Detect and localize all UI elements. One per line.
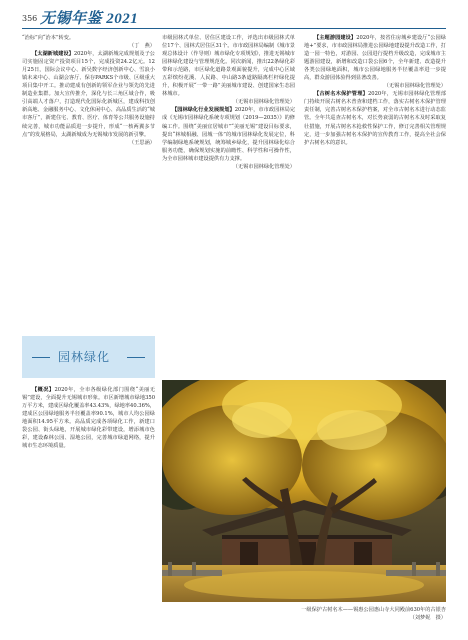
title-rule-left: [32, 357, 50, 358]
article-heading: 【概况】: [32, 387, 55, 393]
author-signature: （丁 燕）: [129, 43, 155, 50]
author-signature: （王思涵）: [129, 139, 155, 146]
article-greening-plan: [162, 106, 295, 162]
photo-credit: （刘梦妮 摄）: [409, 615, 446, 621]
article-body: 2020年，全市各级绿化部门围绕“美丽无锡”建设，全面提升无锡城市形象。市区新增城市绿地350万平方米，建成区绿化覆盖率43.43%，绿地率40.36%，建成区公园绿地服务半径覆盖率90.1%，城市人均公园绿地面积14.95平方米。高品质完成各项绿化工作，新建口袋公园、街头绿地，开展城市绿化彩带建设，增添城市色彩，建设森林公园、湿地公园，完善城市绿道网络，提升城市生态环境质量。: [22, 387, 155, 450]
ginkgo-photo: [162, 380, 446, 602]
text-column-4: [22, 386, 155, 634]
article-taihu-new-city: [22, 50, 155, 139]
author-signature: （无锡市园林绿化管理处）: [232, 163, 295, 170]
text-column-2: [162, 34, 295, 374]
author-signature: （无锡市园林绿化管理处）: [232, 99, 295, 106]
title-rule-right: [127, 357, 145, 358]
text-column-1: [22, 34, 155, 332]
article-theme-park: [304, 34, 446, 82]
author-signature: （无锡市园林绿化管理处）: [383, 83, 446, 90]
article-heading: 【古树名木保护管理】: [314, 91, 368, 98]
article-overview: [22, 386, 155, 450]
photo-caption: [180, 606, 446, 622]
article-ancient-trees: [304, 90, 446, 146]
header-rule: [22, 28, 446, 29]
masthead: 无锡年鉴 2021: [40, 11, 139, 27]
article-body: 2020年，按省住房城乡建设厅“公园绿地+”要求，市市政园林局推进公园绿地建设提升改造工作，打造一园一特色，对游园、公园进行提档升级改造，完成城市主题游园建设，新增和改造口袋公园6个，全年新建、改造提升各类公园绿地面积，城市公园绿地服务半径覆盖率进一步提高，群众游园体验得到显著改善。: [304, 35, 446, 82]
paragraph-continuation: 市级园林式单位、居住区建设工作，评选出市级园林式单位17个、园林式居住区31个。市市政园林局编制《城市景观总体设计（作导则）城市绿化专项规划》，推进无锡城市园林绿化建设与管理规范化。同次新闻，推出22条绿化彩带和示范路，市区绿化道路景观面貌提升，完成中心区域五彩缤纷花溪、人民路、中山路3条道路隔离栏杆绿化提升，积极开展“一带一路”美丽城市建设、创建国家生态园林城市。: [162, 35, 295, 98]
article-heading: 【主题游园建设】: [314, 35, 357, 41]
article-heading: 【太湖新城建设】: [32, 51, 74, 58]
article-heading: 【园林绿化行业发展规划】: [172, 107, 235, 114]
article-body: 2020年，无锡市园林绿化管理部门持续开展古树名木普查和建档工作，落实古树名木保护管理责任制，完善古树名木保护档案，对全市古树名木进行动态监管。全年共巡查古树名木，对长势衰弱的古树名木及时采取复壮措施，开展古树名木抢救性保护工作，修订完善相关管理规定，进一步加强古树名木保护的宣传教育工作，提高全社会保护古树名木的意识。: [304, 91, 446, 146]
article-body: 2020年，太湖新城完成规划及子公司实施固定资产投资项目15个，完成投资24.2亿元。12月25日，国际会议中心、新吴数字经济创新中心、雪浪小镇未来中心、山湖会客厅、保存PARKS个市级、区级重大项目集中开工。推动建成有创新的领军企业与领先的先进制造业集群。加大宣传推介，深化与长三角区域合作，吸引高端人才落户，打造现代化国际化新城区，建成科技创新高地、金融服务中心、文化休闲中心、高品质生活的“城市客厅”，新建住宅、教育、医疗、体育等公共服务设施持续完善，城市功能品质进一步提升，形成“一核两翼多节点”的发展格局，太湖新城成为无锡城市发展的新引擎。: [22, 51, 155, 138]
text-column-3: [304, 34, 446, 374]
caption-text: 一级保护古树名木——锡惠公园惠山寺大同殿前630年的古银杏: [301, 607, 446, 613]
paragraph-continuation: “治标”向“治本”转变。: [22, 35, 75, 41]
page-number: 356: [22, 14, 38, 23]
section-title-box: [22, 336, 155, 378]
section-title: 园林绿化: [58, 350, 111, 364]
article-body: 2020年，市市政园林局完成《无锡市园林绿化系统专项规划（2019—2035）》的修编工作。围绕“美丽宜居城市”“美丽无锡”建设目标要求，提出“林城相融、园城一体”的城市园林绿化发展定位，科学编制绿地系统规划，统筹城乡绿化，提升园林绿化综合服务功能，确保规划实施的前瞻性、科学性和可操作性，为全市园林城市建设提供有力支撑。: [162, 107, 295, 162]
